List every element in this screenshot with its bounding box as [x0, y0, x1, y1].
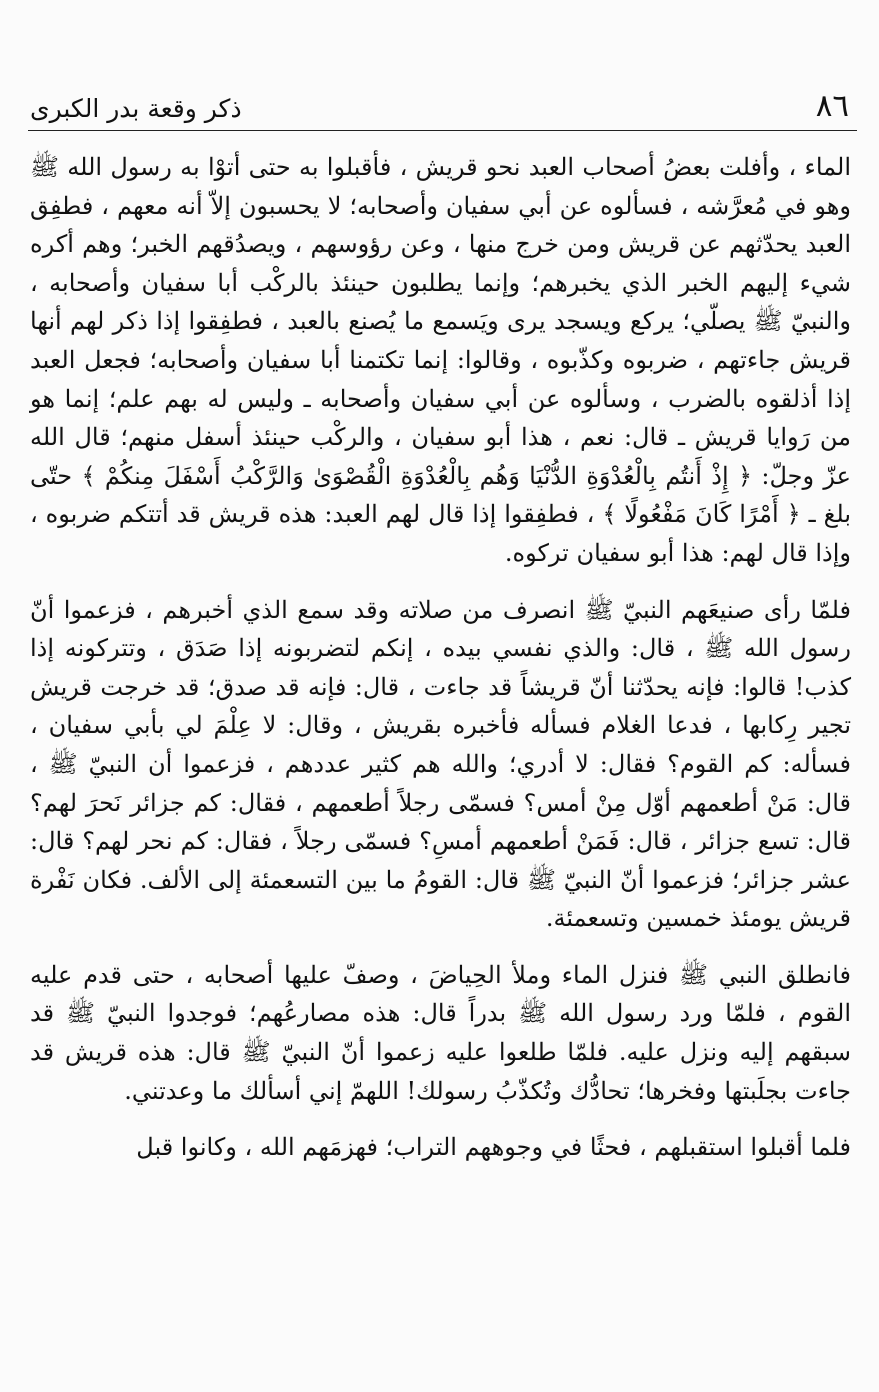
quran-verse-1: ﴿ إِذْ أَنتُم بِالْعُدْوَةِ الدُّنْيَا وَهُم بِالْعُدْوَةِ الْقُصْوَىٰ وَالرَّكْبُ أَسْفَلَ مِنكُمْ ﴾: [81, 461, 753, 490]
paragraph-1-text-a: الماء ، وأفلت بعضُ أصحاب العبد نحو قريش ، فأقبلوا به حتى أتوْا به رسول الله ﷺ وهو في مُعرَّشه ، فسألوه عن أبي سفيان وأصحابه؛ لا يحسبون إلاّ أنه معهم ، فطفِق العبد يحدّثهم عن قريش ومن خرج منها ، وعن رؤوسهم ، ويصدُقهم الخبر؛ وهم أكره شيء إليهم الخبر الذي يخبرهم؛ وإنما يطلبون حينئذ بالركْب أبا سفيان وأصحابه ، والنبيّ ﷺ يصلّي؛ يركع ويسجد يرى ويَسمع ما يُصنع بالعبد ، فطفِقوا إذا ذكر لهم أنها قريش جاءتهم ، ضربوه وكذّبوه ، وقالوا: إنما تكتمنا أبا سفيان وأصحابه؛ فجعل العبد إذا أذلقوه بالضرب ، وسألوه عن أبي سفيان وأصحابه ـ وليس له بهم علم؛ إنما هو من رَوايا قريش ـ قال: نعم ، هذا أبو سفيان ، والركْب حينئذ أسفل منهم؛ قال الله عزّ وجلّ:: [30, 153, 852, 490]
paragraph-1: [30, 148, 851, 573]
paragraph-3: فانطلق النبي ﷺ فنزل الماء وملأ الحِياضَ ، وصفّ عليها أصحابه ، حتى قدم عليه القوم ، فلمّا ورد رسول الله ﷺ بدراً قال: هذه مصارعُهم؛ فوجدوا النبيّ ﷺ قد سبقهم إليه ونزل عليه. فلمّا طلعوا عليه زعموا أنّ النبيّ ﷺ قال: هذه قريش قد جاءت بجلَبتها وفخرها؛ تحادُّك وتُكذّبُ رسولك! اللهمّ إني أسألك ما وعدتني.: [30, 960, 851, 1105]
paragraph-1-text-b: حتّى بلغ ـ: [30, 461, 851, 529]
paragraph-4: فلما أقبلوا استقبلهم ، فحثًا في وجوههم التراب؛ فهزمَهم الله ، وكانوا قبل: [136, 1133, 851, 1162]
quran-verse-2: ﴿ أَمْرًا كَانَ مَفْعُولًا ﴾: [602, 500, 801, 529]
page-number: ٨٦: [815, 88, 849, 124]
paragraph-1-text-c: ، فطفِقوا إذا قال لهم العبد: هذه قريش قد أتتكم ضربوه ، وإذا قال لهم: هذا أبو سفيان تركوه.: [30, 500, 851, 567]
page-body: [30, 148, 851, 1167]
paragraph-2: فلمّا رأى صنيعَهم النبيّ ﷺ انصرف من صلاته وقد سمع الذي أخبرهم ، فزعموا أنّ رسول الله ﷺ ، قال: والذي نفسي بيده ، إنكم لتضربونه إذا صَدَق ، وتتركونه إذا كذب! قالوا: فإنه يحدّثنا أنّ قريشاً قد جاءت ، قال: فإنه قد صدق؛ قد خرجت قريش تجير رِكابها ، فدعا الغلام فسأله فأخبره بقريش ، وقال: لا عِلْمَ لي بأبي سفيان ، فسأله: كم القوم؟ فقال: لا أدري؛ والله هم كثير عددهم ، فزعموا أن النبيّ ﷺ ، قال: مَنْ أطعمهم أوّل مِنْ أمس؟ فسمّى رجلاً أطعمهم ، فقال: كم جزائر نَحرَ لهم؟ قال: تسع جزائر ، قال: فَمَنْ أطعمهم أمسِ؟ فسمّى رجلاً ، فقال: كم نحر لهم؟ قال: عشر جزائر؛ فزعموا أنّ النبيّ ﷺ قال: القومُ ما بين التسعمئة إلى الألف. فكان نَفْرة قريش يومئذ خمسين وتسعمئة.: [30, 595, 851, 933]
running-title: ذكر وقعة بدر الكبرى: [30, 94, 242, 123]
page-header: [28, 86, 857, 131]
